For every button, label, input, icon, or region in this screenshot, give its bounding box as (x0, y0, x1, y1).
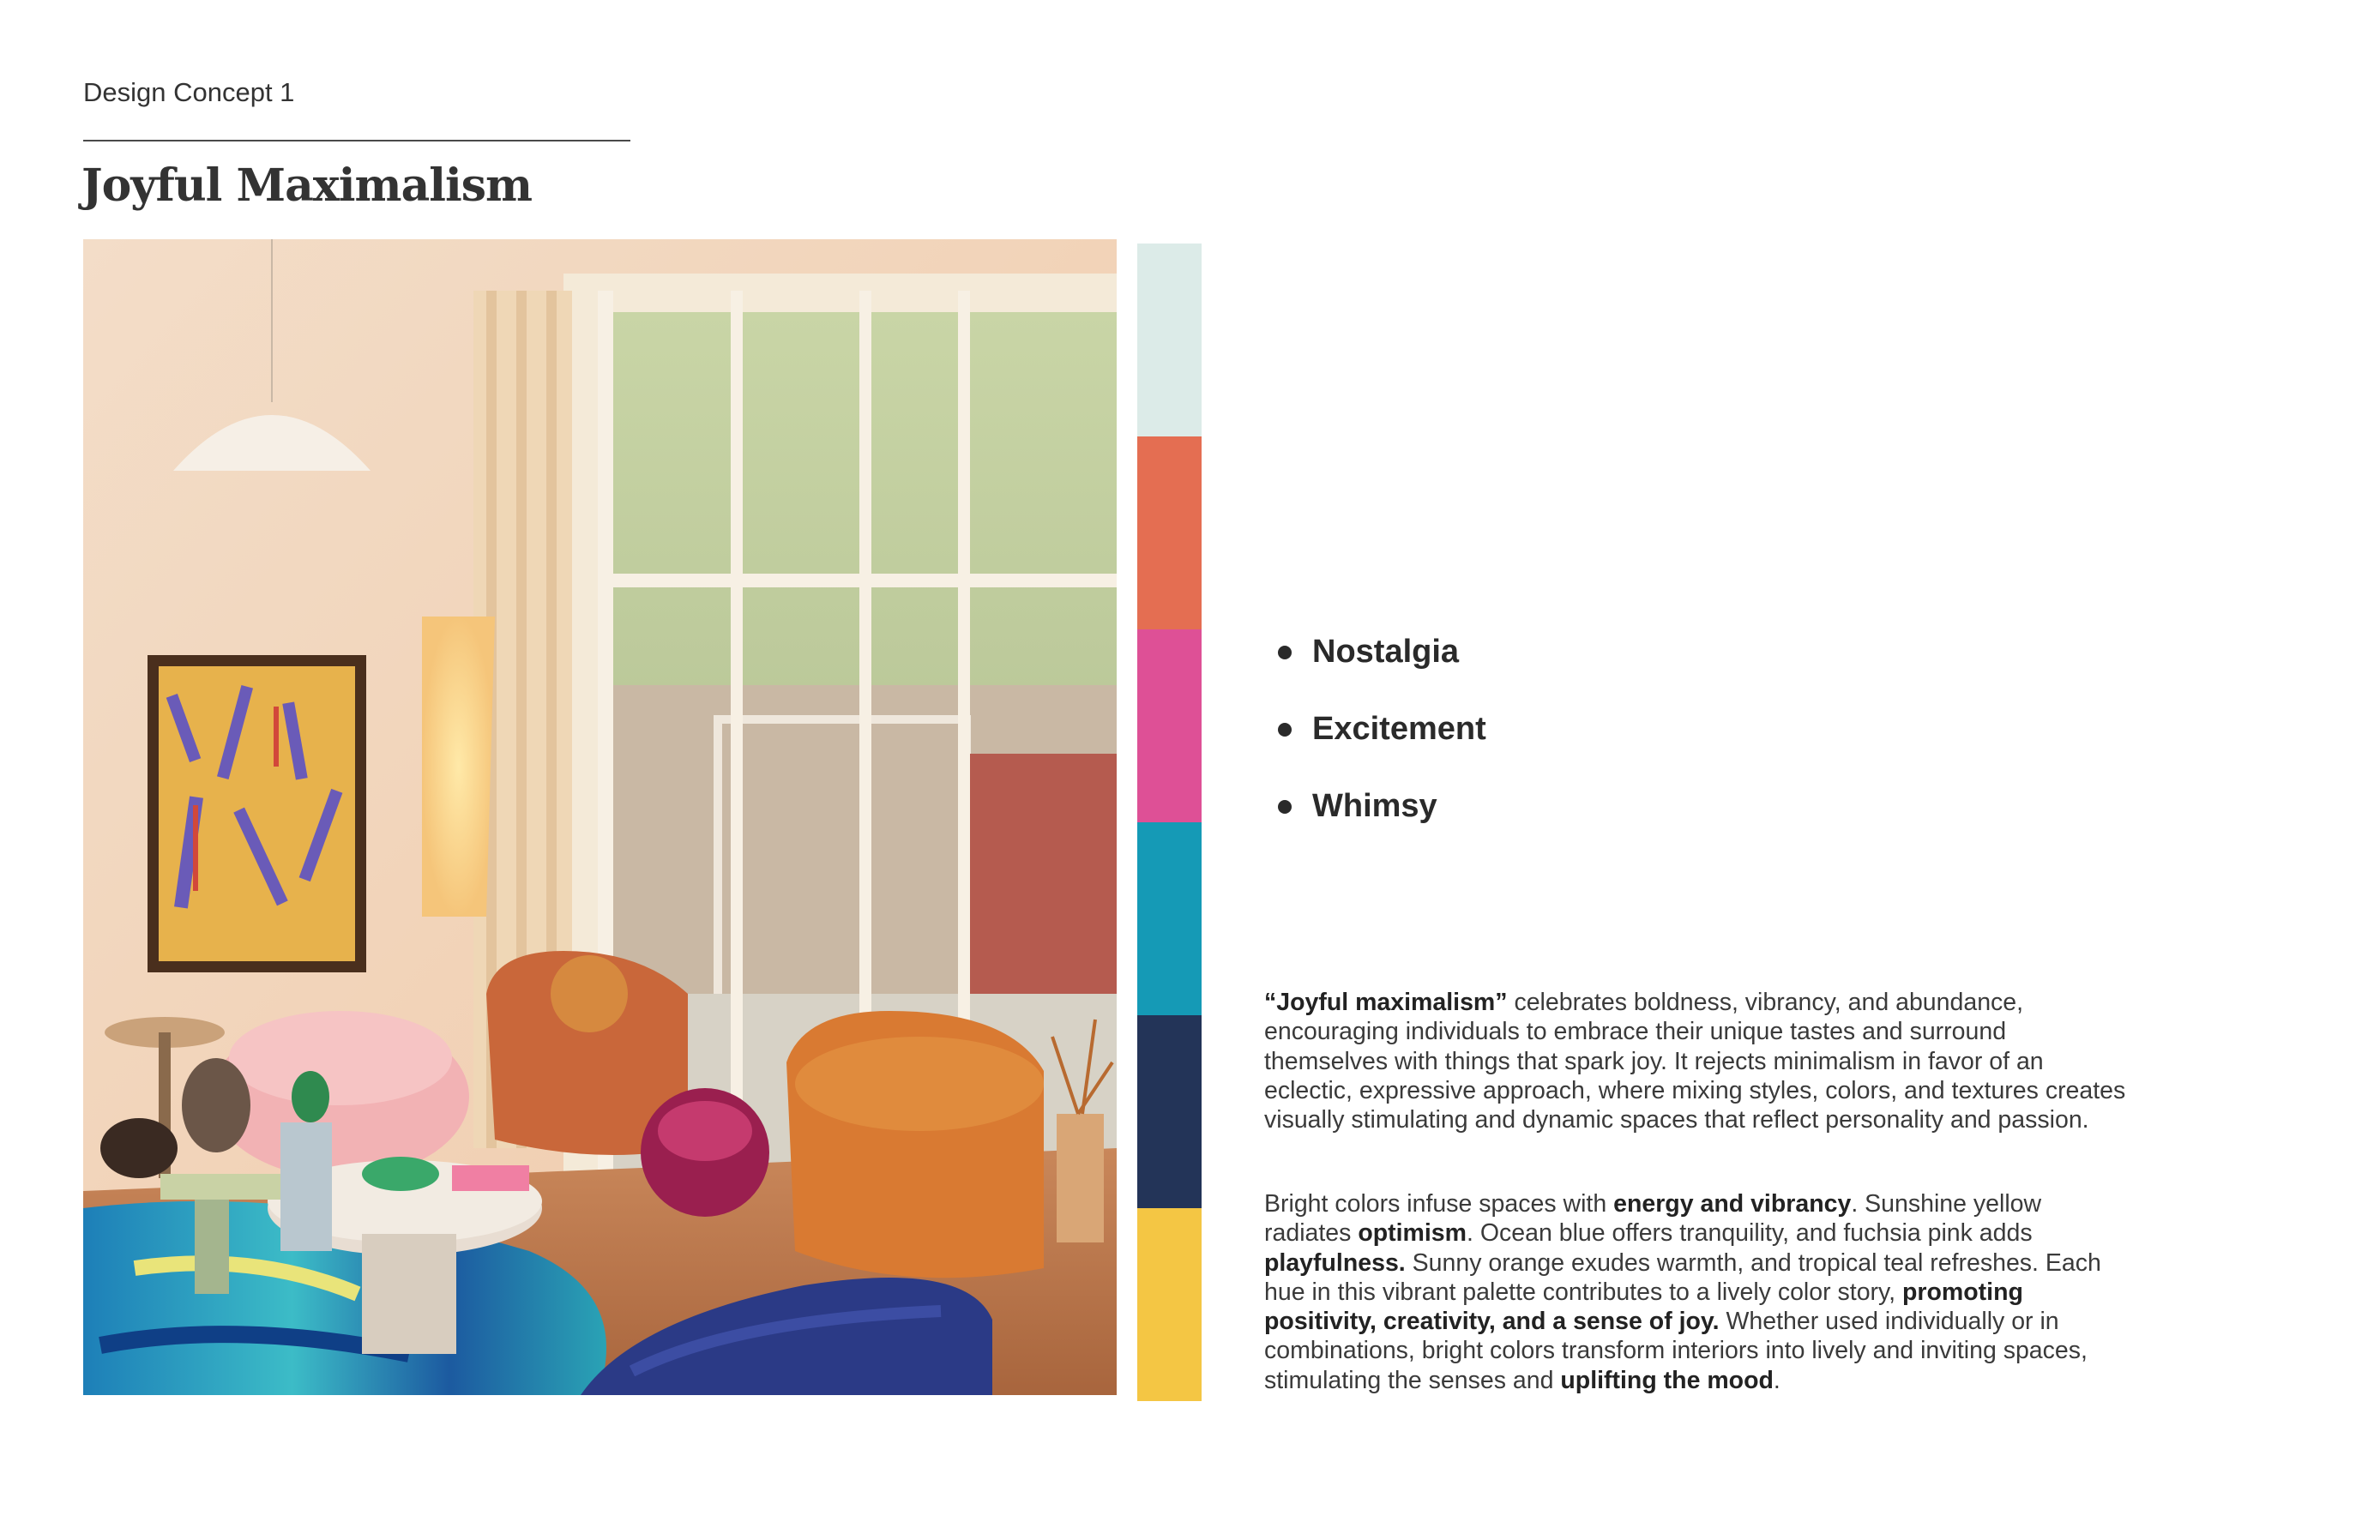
swatch-mint (1137, 244, 1202, 436)
mood-label: Nostalgia (1312, 634, 1460, 670)
body-text: celebrates boldness, vibrancy, and abundance, encouraging individuals to embrace their unique tastes and surround themselves with things that spark joy. It rejects minimalism in favor of an eclectic, expressive approach, where mixing styles, colors, and textures creates visually stimulating and dynamic spaces that reflect personality and passion. (1264, 989, 2126, 1134)
bullet-dot-icon (1278, 723, 1292, 737)
emphasis-text: energy and vibrancy (1613, 1190, 1852, 1218)
interior-photo-illustration (83, 239, 1117, 1395)
interior-photo (83, 239, 1117, 1395)
mood-item (1278, 785, 1486, 862)
mood-item (1278, 707, 1486, 785)
mood-label: Whimsy (1312, 788, 1437, 824)
bullet-dot-icon (1278, 646, 1292, 659)
mood-label: Excitement (1312, 711, 1486, 747)
swatch-teal (1137, 822, 1202, 1015)
bullet-dot-icon (1278, 800, 1292, 814)
color-description (1264, 1189, 2130, 1395)
body-text: Bright colors infuse spaces with (1264, 1190, 1614, 1218)
mood-list (1278, 630, 1486, 862)
body-text: . (1773, 1366, 1780, 1394)
swatch-navy (1137, 1015, 1202, 1208)
emphasis-text: optimism (1358, 1219, 1467, 1248)
emphasis-text: promoting positivity, creativity, and a sense of joy. (1264, 1278, 2023, 1336)
emphasis-text: playfulness. (1264, 1248, 1406, 1277)
mood-item (1278, 630, 1486, 707)
page-title: Joyful Maximalism (81, 159, 533, 212)
swatch-yellow (1137, 1208, 1202, 1401)
concept-description (1264, 988, 2130, 1134)
color-palette (1137, 244, 1202, 1401)
swatch-fuchsia (1137, 629, 1202, 822)
concept-label: Design Concept 1 (83, 77, 295, 107)
divider (83, 140, 630, 141)
body-text: . Sunshine yellow radiates (1264, 1190, 2042, 1248)
swatch-orange (1137, 436, 1202, 629)
body-text: Whether used individually or in combinations, bright colors transform interiors into lively and inviting spaces, stimulating the senses and (1264, 1308, 2088, 1394)
emphasis-text: uplifting the mood (1560, 1366, 1774, 1394)
emphasis-text: “Joyful maximalism” (1264, 989, 1508, 1016)
body-text: . Ocean blue offers tranquility, and fuchsia pink adds (1467, 1219, 2033, 1248)
body-text: Sunny orange exudes warmth, and tropical teal refreshes. Each hue in this vibrant palette contributes to a lively color story, (1264, 1248, 2101, 1306)
